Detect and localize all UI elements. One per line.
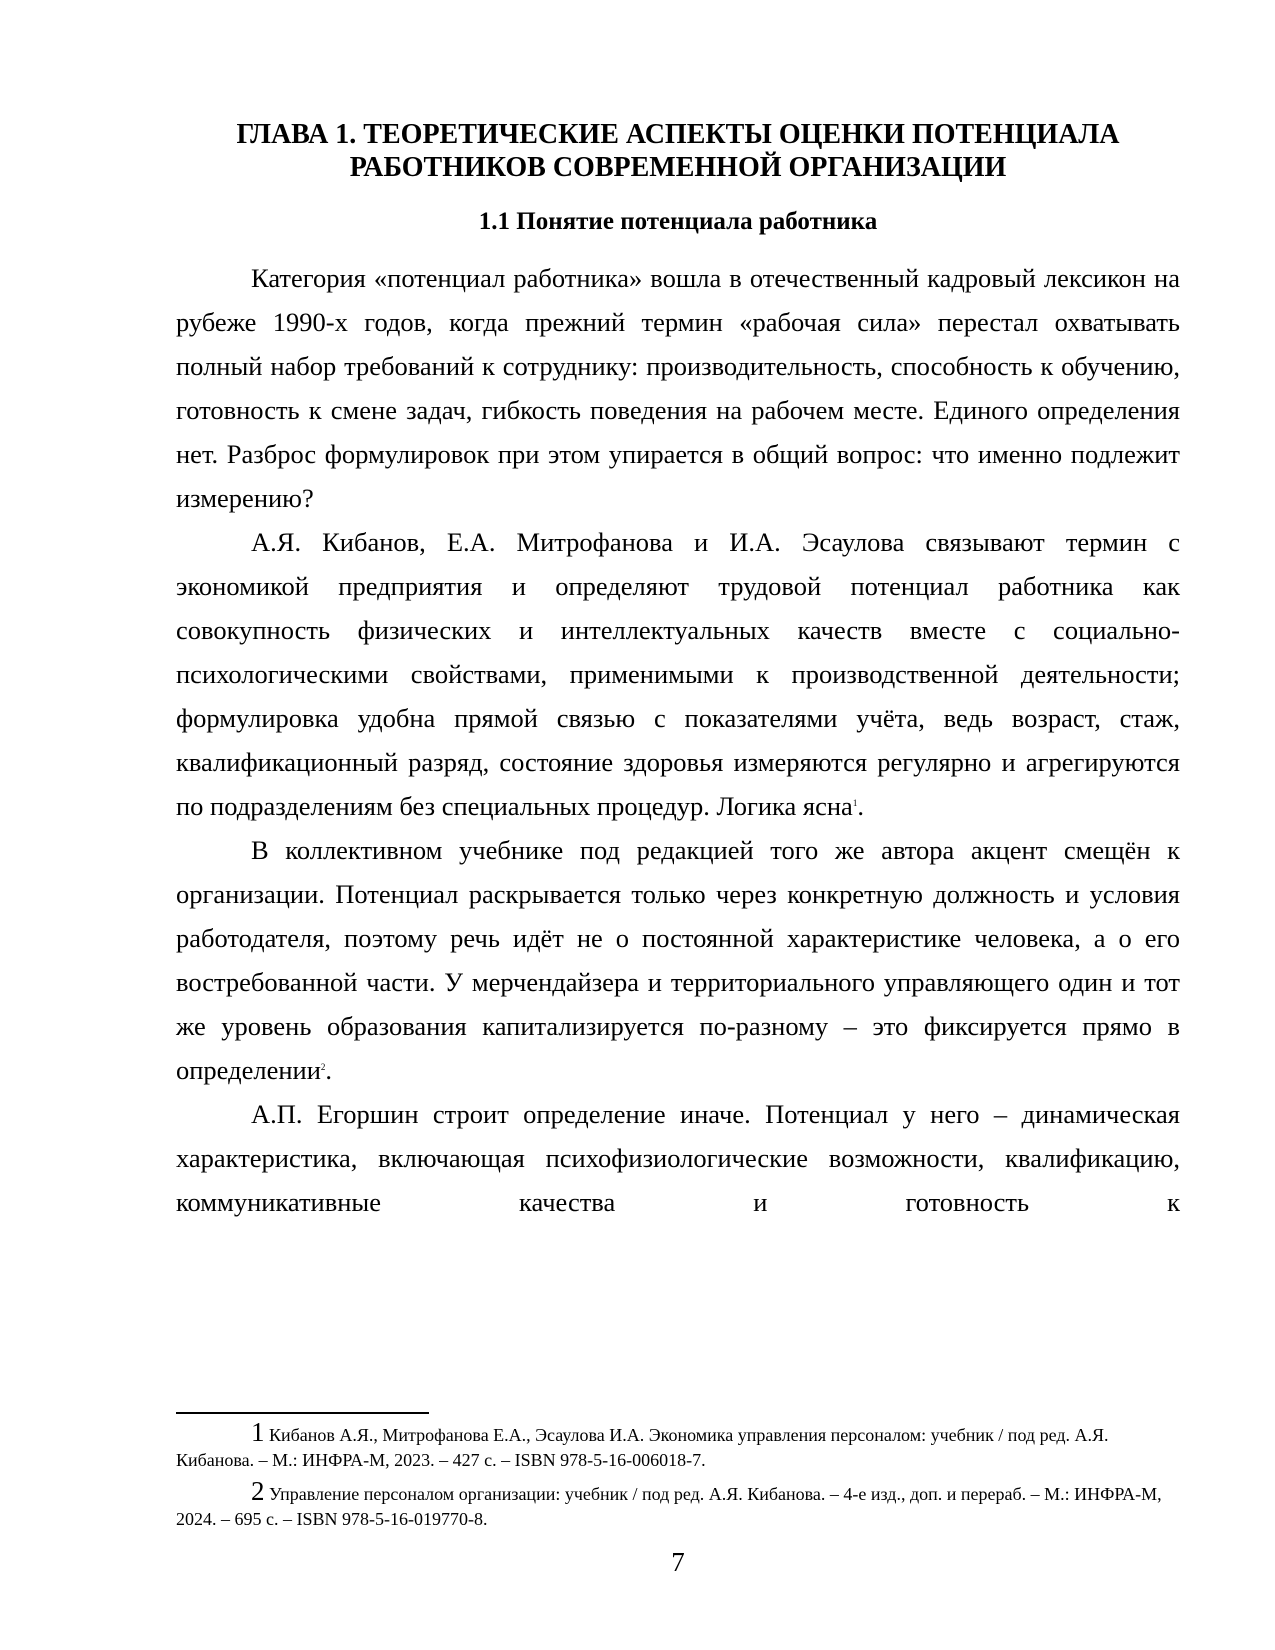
body-text xyxy=(176,256,1180,1224)
section-title: 1.1 Понятие потенциала работника xyxy=(478,208,878,235)
footnote-text: Кибанов А.Я., Митрофанова Е.А., Эсаулова И.А. Экономика управления персоналом: учебник / под ред. А.Я. Кибанова. – М.: ИНФРА-М, 2023. – 427 с. – ISBN 978-5-16-006018-7. xyxy=(176,1425,1109,1470)
footnote-separator xyxy=(176,1412,429,1414)
paragraph xyxy=(176,256,1180,520)
paragraph xyxy=(176,1092,1180,1224)
footnotes xyxy=(176,1417,1180,1538)
footnote-reference[interactable]: 2 xyxy=(320,1062,326,1072)
paragraph-text: А.П. Егоршин строит определение иначе. Потенциал у него – динамическая характеристика, включающая психофизиологические возможности, квалификацию, коммуникативные качества и готовность к xyxy=(176,1099,1180,1217)
chapter-title-line-1: ГЛАВА 1. ТЕОРЕТИЧЕСКИЕ АСПЕКТЫ ОЦЕНКИ ПОТЕНЦИАЛА xyxy=(236,119,1120,150)
footnote xyxy=(176,1417,1180,1473)
footnote-reference[interactable]: 1 xyxy=(852,798,858,808)
footnote-text: Управление персоналом организации: учебник / под ред. А.Я. Кибанова. – 4-е изд., доп. и перераб. – М.: ИНФРА-М, 2024. – 695 с. – ISBN 978-5-16-019770-8. xyxy=(176,1484,1162,1529)
footnote-number: 2 xyxy=(251,1476,265,1506)
chapter-title-line-2: РАБОТНИКОВ СОВРЕМЕННОЙ ОРГАНИЗАЦИИ xyxy=(349,152,1007,183)
paragraph xyxy=(176,520,1180,828)
paragraph-text: А.Я. Кибанов, Е.А. Митрофанова и И.А. Эсаулова связывают термин с экономикой предприятия и определяют трудовой потенциал работника как совокупность физических и интеллектуальных качеств вместе с социально-психологическими свойствами, применимыми к производственной деятельности; формулировка удобна прямой связью с показателями учёта, ведь возраст, стаж, квалификационный разряд, состояние здоровья измеряются регулярно и агрегируются по подразделениям без специальных процедур. Логика ясна xyxy=(176,527,1180,821)
footnote xyxy=(176,1476,1180,1532)
footnote-number: 1 xyxy=(251,1417,265,1447)
chapter-title xyxy=(176,118,1180,184)
paragraph-end: . xyxy=(857,791,864,821)
paragraph-end: . xyxy=(325,1055,332,1085)
page-number: 7 xyxy=(671,1547,685,1577)
paragraph-text: Категория «потенциал работника» вошла в отечественный кадровый лексикон на рубеже 1990-х годов, когда прежний термин «рабочая сила» перестал охватывать полный набор требований к сотруднику: производительность, способность к обучению, готовность к смене задач, гибкость поведения на рабочем месте. Единого определения нет. Разброс формулировок при этом упирается в общий вопрос: что именно подлежит измерению? xyxy=(176,263,1180,513)
paragraph xyxy=(176,828,1180,1092)
paragraph-text: В коллективном учебнике под редакцией того же автора акцент смещён к организации. Потенциал раскрывается только через конкретную должность и условия работодателя, поэтому речь идёт не о постоянной характеристике человека, а о его востребованной части. У мерчендайзера и территориального управляющего один и тот же уровень образования капитализируется по-разному – это фиксируется прямо в определении xyxy=(176,835,1180,1085)
